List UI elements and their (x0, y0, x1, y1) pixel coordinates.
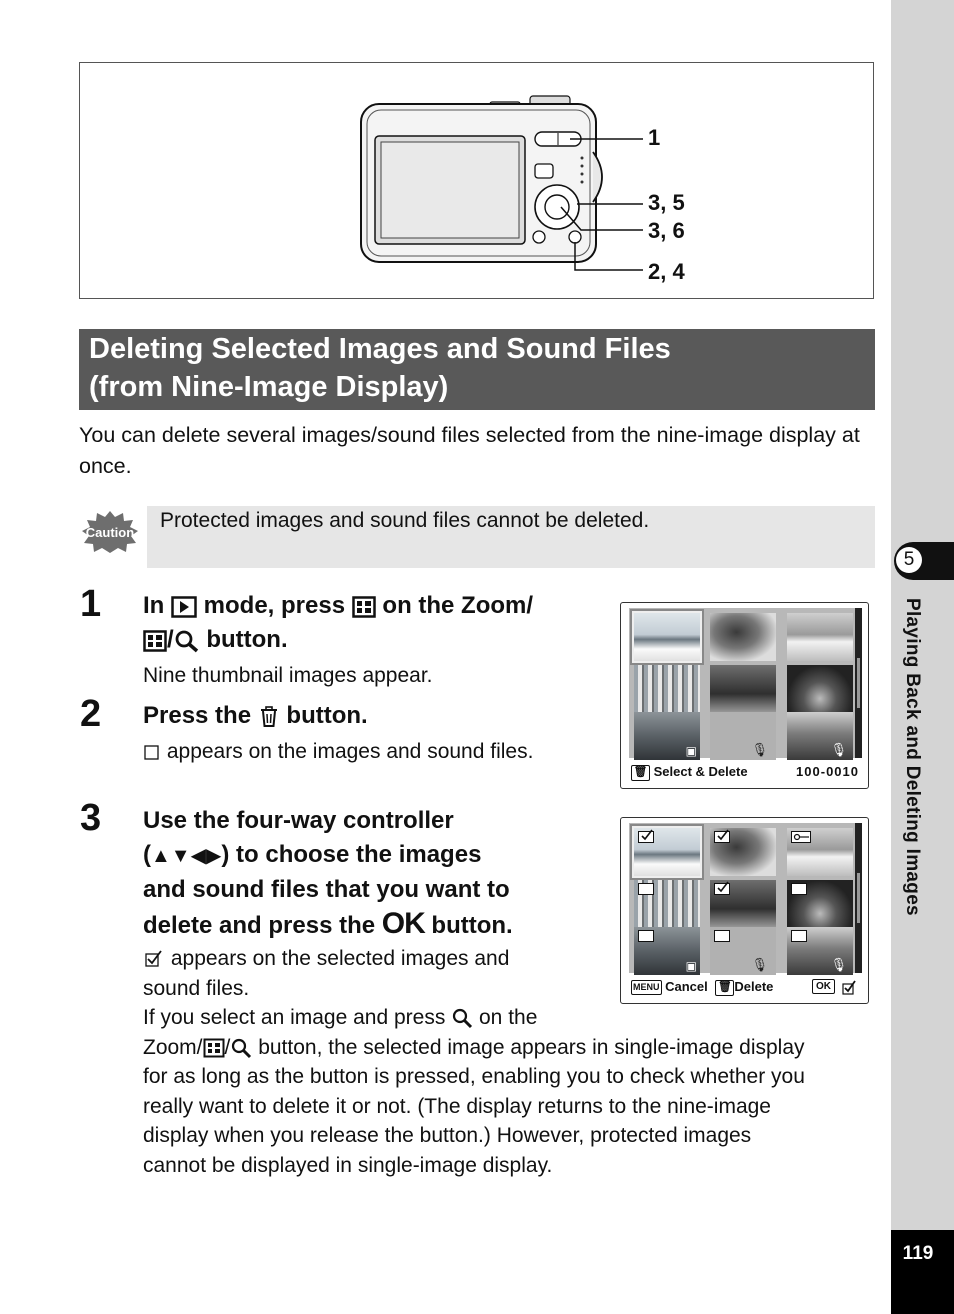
caution-icon (80, 510, 140, 554)
thumbnail-pier[interactable] (787, 712, 853, 760)
thumbnail-shore-protected[interactable] (787, 828, 853, 876)
checkbox-checked-2[interactable] (714, 831, 730, 843)
mic-icon: 🎙 (751, 742, 768, 757)
checkbox-empty[interactable] (638, 883, 654, 895)
ok-button-icon[interactable]: OK (812, 979, 835, 994)
movie-icon: ▣ (685, 744, 697, 758)
lcd-status-bar (631, 761, 861, 783)
protect-key-icon (791, 831, 811, 843)
step-1-body: Nine thumbnail images appear. (143, 664, 433, 687)
thumbnail-palms-checked[interactable] (710, 828, 776, 876)
thumbnail-tree-box[interactable] (787, 880, 853, 928)
empty-checkbox-icon (143, 743, 161, 761)
thumbnail-beach[interactable] (634, 613, 700, 661)
section-title (79, 329, 875, 410)
nine-image-icon-small (203, 1038, 225, 1058)
checkbox-checked-3[interactable] (714, 883, 730, 895)
callout-3-5: 3, 5 (648, 190, 685, 215)
trash-button-icon: 🗑 (631, 765, 650, 781)
trash-icon (258, 705, 280, 729)
trash-button-icon-2[interactable]: 🗑 (715, 980, 734, 996)
magnify-icon (174, 629, 200, 653)
callout-2-4: 2, 4 (648, 259, 685, 284)
ok-button-glyph: OK (381, 907, 425, 940)
thumbnail-tower-checked[interactable] (710, 880, 776, 928)
thumbnail-tree[interactable] (787, 665, 853, 713)
checkbox-empty-2[interactable] (791, 883, 807, 895)
checked-box-icon (143, 949, 165, 969)
thumbnail-pier-box[interactable] (787, 927, 853, 975)
nine-image-icon-2 (143, 630, 167, 652)
thumbnail-grid (629, 608, 862, 758)
delete-label: Delete (734, 979, 774, 994)
nine-image-icon (352, 596, 376, 618)
callout-1: 1 (648, 125, 661, 150)
checkbox-checked[interactable] (638, 831, 654, 843)
four-way-arrows: ▲▼◀▶ (151, 845, 222, 867)
mic-icon-4: 🎙 (830, 957, 847, 972)
caution-badge-label: Caution (85, 525, 135, 540)
thumbnail-sound-box[interactable] (710, 927, 776, 975)
step-1-heading: In mode, press on the Zoom/ / button. (143, 592, 534, 653)
thumbnail-shore[interactable] (787, 613, 853, 661)
step-1-number: 1 (80, 583, 102, 625)
playback-icon (171, 596, 197, 618)
mic-icon-3: 🎙 (751, 957, 768, 972)
checkbox-empty-5[interactable] (791, 930, 807, 942)
caution-text: Protected images and sound files cannot be deleted. (160, 509, 650, 532)
thumbnail-sound-1[interactable] (710, 712, 776, 760)
thumbnail-city-box[interactable] (634, 880, 700, 928)
chapter-title: Playing Back and Deleting Images (902, 598, 923, 916)
checkbox-empty-4[interactable] (714, 930, 730, 942)
scrollbar-thumb-2[interactable] (857, 873, 860, 923)
menu-button-icon[interactable]: MENU (631, 980, 662, 995)
lcd-screen-select-delete (620, 602, 869, 789)
callout-3-6: 3, 6 (648, 218, 685, 243)
thumbnail-grid-selected (629, 823, 862, 973)
lcd-action-bar (631, 976, 861, 998)
thumbnail-dolphin-box[interactable] (634, 927, 700, 975)
select-delete-label: Select & Delete (653, 764, 748, 779)
magnify-icon-small-2 (230, 1037, 252, 1059)
step-3-number: 3 (80, 797, 102, 839)
chapter-number: 5 (896, 547, 922, 573)
mic-icon-2: 🎙 (830, 742, 847, 757)
file-number: 100-0010 (796, 764, 859, 779)
cancel-label: Cancel (665, 979, 708, 994)
camera-back-illustration (355, 92, 655, 272)
thumbnail-beach-checked[interactable] (634, 828, 700, 876)
intro-paragraph: You can delete several images/sound files selected from the nine-image display at once. (79, 423, 860, 478)
step-2-body: appears on the images and sound files. (143, 737, 533, 767)
section-title-line2: (from Nine-Image Display) (89, 371, 449, 403)
step-3-body: appears on the selected images and sound files. If you select an image and press on the Zoom/ / button, the selected image appears in single-image display for as long as the button is pressed, enabling you to check whether you really want to delete it or not. (The display returns to the nine-image display when you release the button.) However, protected images cannot be displayed in single-image display. (143, 947, 805, 1177)
step-2-heading: Press the button. (143, 702, 368, 729)
magnify-icon-small (451, 1007, 473, 1029)
lcd-screen-selection (620, 817, 869, 1004)
step-2-number: 2 (80, 693, 102, 735)
thumbnail-dolphin[interactable] (634, 712, 700, 760)
movie-icon-2: ▣ (685, 959, 697, 973)
thumbnail-palms[interactable] (710, 613, 776, 661)
checkbox-empty-3[interactable] (638, 930, 654, 942)
section-title-line1: Deleting Selected Images and Sound Files (89, 333, 671, 365)
check-icon (841, 980, 857, 996)
thumbnail-city[interactable] (634, 665, 700, 713)
page-number: 119 (902, 1243, 934, 1264)
step-3-heading: Use the four-way controller (▲▼◀▶) to choose the images and sound files that you want to delete and press the OK button. (143, 807, 513, 940)
scrollbar-thumb[interactable] (857, 658, 860, 708)
thumbnail-tower[interactable] (710, 665, 776, 713)
